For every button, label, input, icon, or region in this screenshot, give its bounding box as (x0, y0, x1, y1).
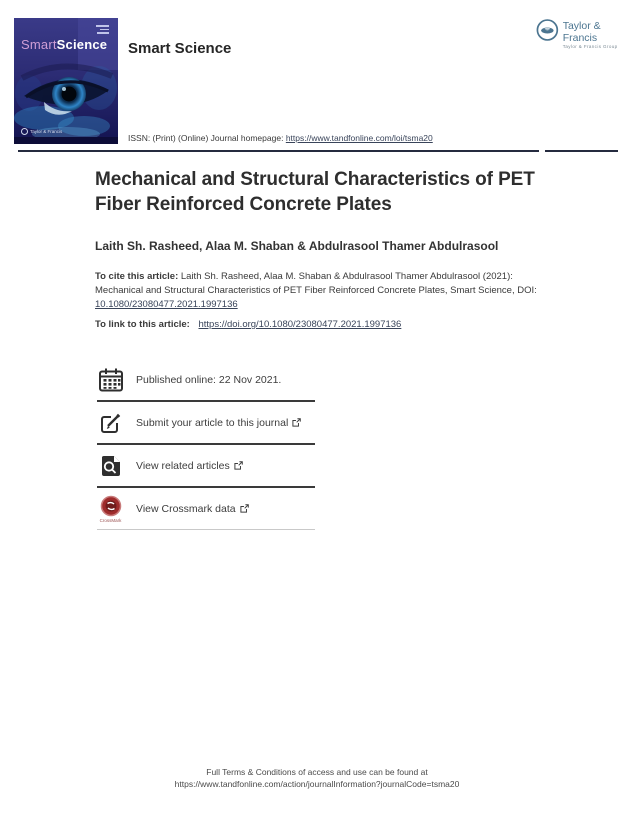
citation-paragraph (95, 270, 547, 312)
journal-homepage-link[interactable]: https://www.tandfonline.com/loi/tsma20 (285, 133, 433, 143)
article-authors: Laith Sh. Rasheed, Alaa M. Shaban & Abdulrasool Thamer Abdulrasool (95, 239, 499, 253)
crossmark-label: View Crossmark data (136, 503, 249, 515)
crossmark-caption: CrossMark (99, 517, 122, 523)
terms-footer-line1: Full Terms & Conditions of access and use can be found at (206, 767, 428, 777)
related-articles-label: View related articles (136, 460, 243, 472)
calendar-icon (97, 367, 124, 393)
submit-article-row[interactable] (97, 402, 315, 445)
submit-article-label: Submit your article to this journal (136, 417, 301, 429)
issn-homepage-line (128, 133, 433, 143)
cite-doi-link[interactable]: 10.1080/23080477.2021.1997136 (95, 299, 238, 310)
cite-label: To cite this article: (95, 271, 179, 282)
published-online-text: Published online: 22 Nov 2021. (136, 373, 282, 386)
issn-prefix: ISSN: (Print) (Online) Journal homepage: (128, 133, 284, 143)
cite-body: Laith Sh. Rasheed, Alaa M. Shaban & Abdulrasool Thamer Abdulrasool (2021): Mechanical and Structural Characteristics of PET Fiber Reinforced Concrete Plates, Smart Science, DOI: (95, 271, 537, 296)
crossmark-row[interactable] (97, 488, 315, 530)
related-articles-icon (97, 454, 124, 478)
external-link-icon (240, 504, 249, 513)
journal-name-heading: Smart Science (128, 40, 232, 57)
cover-publisher-logo-icon (21, 128, 28, 135)
publisher-name: Taylor & Francis (562, 20, 601, 44)
cover-publisher-mark: Taylor & Francis (21, 128, 62, 135)
cover-brand-science: Science (56, 37, 108, 52)
doi-link[interactable]: https://doi.org/10.1080/23080477.2021.1997136 (198, 319, 402, 330)
terms-footer (0, 766, 634, 790)
journal-cover-image (14, 18, 118, 144)
published-online-row (97, 359, 315, 402)
crossmark-icon (97, 495, 124, 523)
cover-brand-title (21, 37, 107, 52)
external-link-icon (292, 418, 301, 427)
related-articles-row[interactable] (97, 445, 315, 488)
terms-footer-url[interactable]: https://www.tandfonline.com/action/journalInformation?journalCode=tsma20 (174, 779, 460, 789)
article-title: Mechanical and Structural Characteristics of PET Fiber Reinforced Concrete Plates (95, 169, 535, 215)
doi-link-line (95, 319, 401, 330)
article-action-list (97, 359, 315, 530)
cover-brand-smart: Smart (21, 37, 57, 52)
taylor-francis-globe-icon (536, 18, 559, 42)
submit-pen-icon (97, 411, 124, 435)
publisher-logo (536, 18, 634, 50)
link-label: To link to this article: (95, 319, 190, 330)
header-divider-right (545, 150, 618, 152)
external-link-icon (234, 461, 243, 470)
publisher-group: Taylor & Francis Group (562, 44, 618, 50)
header-divider-left (18, 150, 539, 152)
cover-issue-lines (96, 25, 109, 34)
